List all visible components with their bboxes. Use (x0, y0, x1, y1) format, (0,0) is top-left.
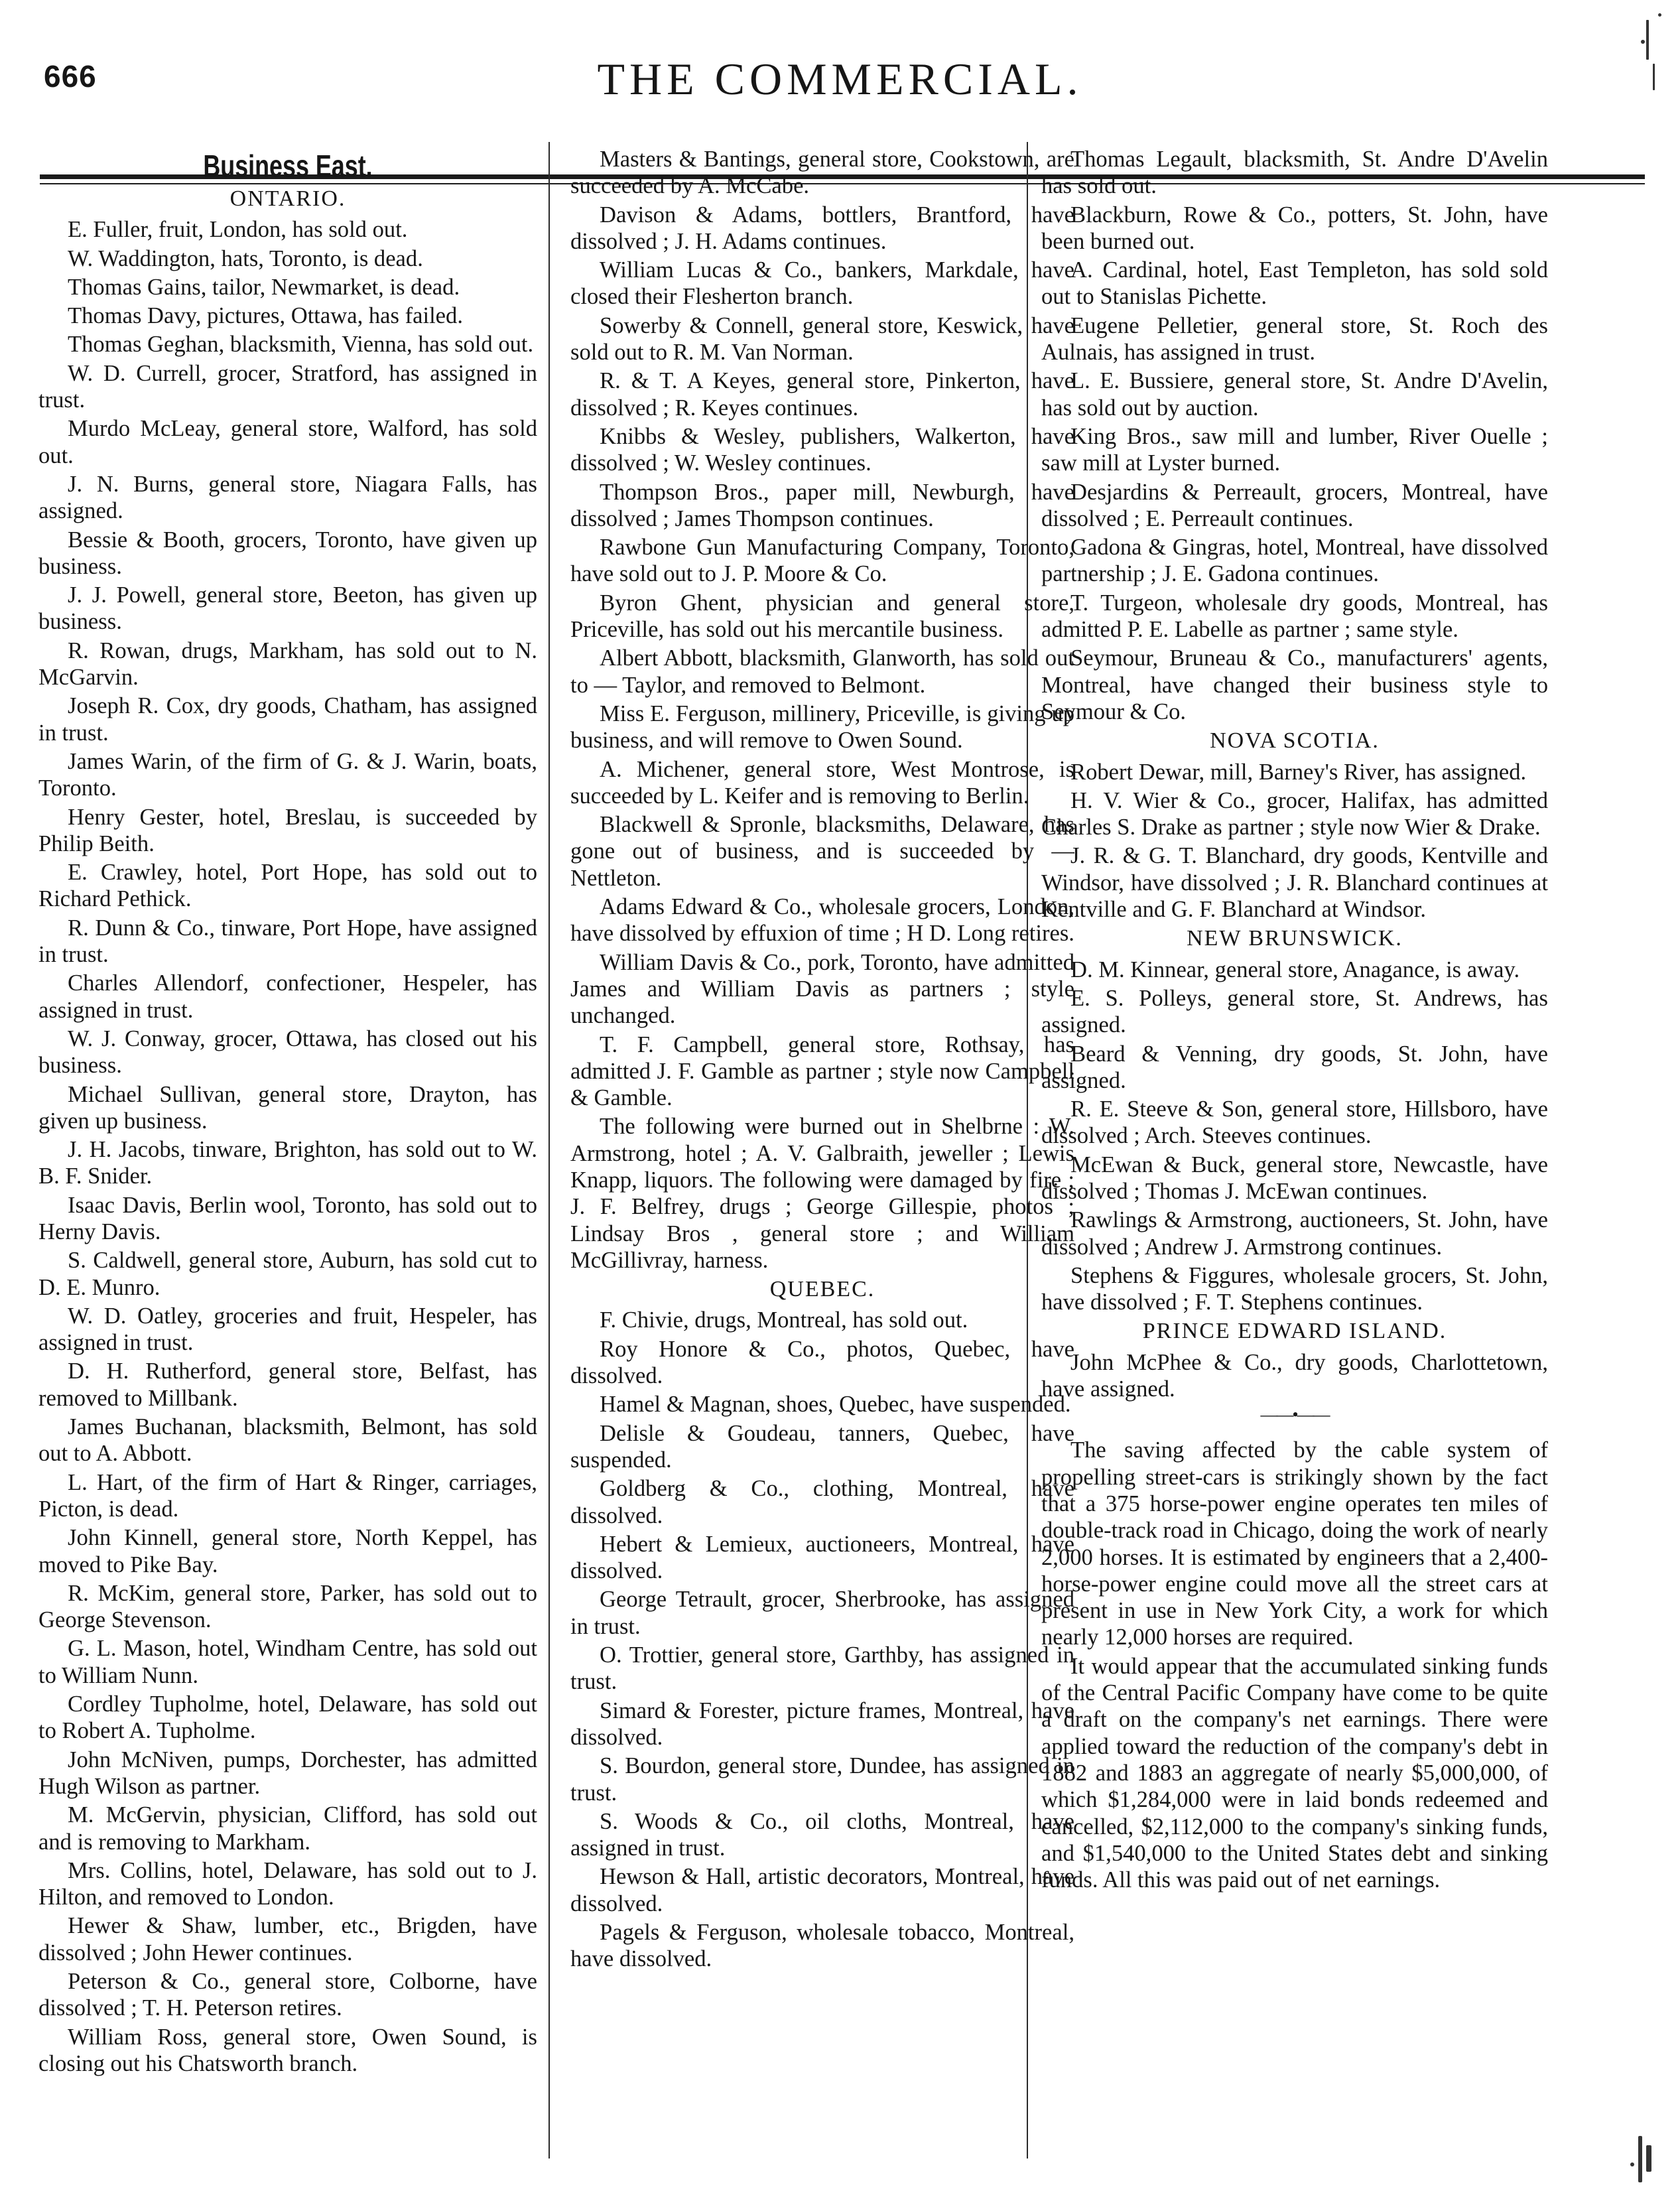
business-notice: Masters & Bantings, general store, Cookstown, are succeeded by A. McCabe. (570, 147, 1074, 199)
business-notice: J. R. & G. T. Blanchard, dry goods, Kentville and Windsor, have dissolved ; J. R. Blanchard continues at Kentville and G. F. Blanchard at Windsor. (1041, 843, 1548, 923)
business-notice: Knibbs & Wesley, publishers, Walkerton, have dissolved ; W. Wesley continues. (570, 423, 1074, 476)
business-notice: S. Caldwell, general store, Auburn, has sold cut to D. E. Munro. (38, 1248, 537, 1300)
business-notice: E. Crawley, hotel, Port Hope, has sold out to Richard Pethick. (38, 860, 537, 912)
business-notice: William Lucas & Co., bankers, Markdale, have closed their Flesherton branch. (570, 257, 1074, 310)
business-notice: R. Dunn & Co., tinware, Port Hope, have assigned in trust. (38, 915, 537, 968)
business-notice: Rawlings & Armstrong, auctioneers, St. John, have dissolved ; Andrew J. Armstrong continues. (1041, 1207, 1548, 1260)
business-notice: Robert Dewar, mill, Barney's River, has assigned. (1070, 759, 1527, 785)
column-divider (549, 142, 550, 2158)
business-notice: L. E. Bussiere, general store, St. Andre D'Avelin, has sold out by auction. (1041, 368, 1548, 421)
business-notice: S. Bourdon, general store, Dundee, has assigned in trust. (570, 1753, 1074, 1806)
business-notice: S. Woods & Co., oil cloths, Montreal, have assigned in trust. (570, 1808, 1074, 1861)
business-notice: H. V. Wier & Co., grocer, Halifax, has admitted Charles S. Drake as partner ; style now Wier & Drake. (1041, 787, 1548, 840)
business-notice: Thomas Gains, tailor, Newmarket, is dead. (68, 274, 460, 300)
business-notice: G. L. Mason, hotel, Windham Centre, has sold out to William Nunn. (38, 1636, 537, 1688)
business-notice: T. Turgeon, wholesale dry goods, Montreal, has admitted P. E. Labelle as partner ; same style. (1041, 590, 1548, 643)
business-notice: Hewson & Hall, artistic decorators, Montreal, have dissolved. (570, 1864, 1074, 1916)
business-notice: William Ross, general store, Owen Sound, is closing out his Chatsworth branch. (38, 2024, 537, 2076)
business-notice: Adams Edward & Co., wholesale grocers, London, have dissolved by effuxion of time ; H D. Long retires. (570, 894, 1074, 947)
business-notice: Blackwell & Spronle, blacksmiths, Delaware, has gone out of business, and is succeeded by — Nettleton. (570, 812, 1074, 891)
business-notice: Seymour, Bruneau & Co., manufacturers' agents, Montreal, have changed their business style to Seymour & Co. (1041, 645, 1548, 724)
business-notice: Thomas Geghan, blacksmith, Vienna, has sold out. (68, 332, 534, 358)
business-notice: Eugene Pelletier, general store, St. Roch des Aulnais, has assigned in trust. (1041, 312, 1548, 365)
business-notice: D. M. Kinnear, general store, Anagance, is away. (1070, 957, 1520, 982)
business-notice: Pagels & Ferguson, wholesale tobacco, Montreal, have dissolved. (570, 1920, 1074, 1972)
business-notice: Cordley Tupholme, hotel, Delaware, has sold out to Robert A. Tupholme. (38, 1692, 537, 1744)
business-notice: Hamel & Magnan, shoes, Quebec, have suspended. (600, 1392, 1071, 1418)
business-notice: R. E. Steeve & Son, general store, Hillsboro, have dissolved ; Arch. Steeves continues. (1041, 1096, 1548, 1149)
page-number: 666 (44, 59, 97, 94)
business-notice: Byron Ghent, physician and general store, Priceville, has sold out his mercantile business. (570, 590, 1074, 643)
business-notice: J. N. Burns, general store, Niagara Falls, has assigned. (38, 471, 537, 524)
quebec-entries (570, 1307, 1074, 1972)
business-notice: Goldberg & Co., clothing, Montreal, have dissolved. (570, 1476, 1074, 1528)
province-heading-new-brunswick: NEW BRUNSWICK. (1187, 926, 1403, 951)
business-notice: Thomas Legault, blacksmith, St. Andre D'Avelin has sold out. (1041, 147, 1548, 199)
business-notice: Roy Honore & Co., photos, Quebec, have dissolved. (570, 1336, 1074, 1389)
business-notice: F. Chivie, drugs, Montreal, has sold out. (600, 1307, 968, 1333)
business-notice: Stephens & Figgures, wholesale grocers, St. John, have dissolved ; F. T. Stephens continues. (1041, 1262, 1548, 1315)
business-notice: E. S. Polleys, general store, St. Andrews, has assigned. (1041, 985, 1548, 1038)
business-notice: J. J. Powell, general store, Beeton, has given up business. (38, 582, 537, 635)
news-article: It would appear that the accumulated sinking funds of the Central Pacific Company have come to be quite a draft on the company's net earnings. There were applied toward the reduction of the company's debt in 1882 and 1883 an aggregate of nearly $5,000,000, of which $1,284,000 were in laid bonds redeemed and cancelled, $2,112,000 to the company's sinking funds, and $1,540,000 to the United States debt and sinking funds. All this was paid out of net earnings. (1041, 1653, 1548, 1893)
business-notice: R. McKim, general store, Parker, has sold out to George Stevenson. (38, 1580, 537, 1633)
province-heading-quebec: QUEBEC. (769, 1277, 875, 1302)
business-notice: A. Cardinal, hotel, East Templeton, has sold sold out to Stanislas Pichette. (1041, 257, 1548, 310)
business-notice: Peterson & Co., general store, Colborne, have dissolved ; T. H. Peterson retires. (38, 1969, 537, 2021)
business-notice: William Davis & Co., pork, Toronto, have admitted James and William Davis as partners ; style unchanged. (570, 949, 1074, 1029)
column-3 (1041, 146, 1548, 2169)
business-notice: McEwan & Buck, general store, Newcastle, have dissolved ; Thomas J. McEwan continues. (1041, 1152, 1548, 1204)
business-notice: Isaac Davis, Berlin wool, Toronto, has sold out to Herny Davis. (38, 1192, 537, 1244)
business-notice: Murdo McLeay, general store, Walford, has sold out. (38, 416, 537, 468)
ornament-divider: ——•—— (1260, 1405, 1329, 1425)
column-2 (570, 146, 1074, 2169)
business-notice: George Tetrault, grocer, Sherbrooke, has assigned in trust. (570, 1587, 1074, 1639)
business-notice: E. Fuller, fruit, London, has sold out. (68, 217, 408, 243)
newspaper-title: THE COMMERCIAL. (597, 54, 1083, 104)
business-notice: Bessie & Booth, grocers, Toronto, have given up business. (38, 527, 537, 579)
business-notice: D. H. Rutherford, general store, Belfast, has removed to Millbank. (38, 1359, 537, 1411)
business-notice: James Warin, of the firm of G. & J. Warin, boats, Toronto. (38, 748, 537, 801)
business-notice: The following were burned out in Shelbrne : W. Armstrong, hotel ; A. V. Galbraith, jeweller ; Lewis Knapp, liquors. The following were damaged by fire ; J. F. Belfrey, drugs ; George Gillespie, photos ; Lindsay Bros , general store ; and William McGillivray, harness. (570, 1114, 1074, 1273)
pei-entries (1041, 1349, 1548, 1403)
business-notice: John Kinnell, general store, North Keppel, has moved to Pike Bay. (38, 1525, 537, 1577)
business-notice: L. Hart, of the firm of Hart & Ringer, carriages, Picton, is dead. (38, 1469, 537, 1522)
business-notice: Henry Gester, hotel, Breslau, is succeeded by Philip Beith. (38, 804, 537, 856)
business-notice: O. Trottier, general store, Garthby, has assigned in trust. (570, 1642, 1074, 1695)
business-notice: W. Waddington, hats, Toronto, is dead. (68, 245, 423, 271)
business-notice: R. Rowan, drugs, Markham, has sold out to N. McGarvin. (38, 637, 537, 691)
business-notice: J. H. Jacobs, tinware, Brighton, has sold out to W. B. F. Snider. (38, 1137, 537, 1189)
masthead (0, 53, 1680, 126)
business-notice: Albert Abbott, blacksmith, Glanworth, has sold out to — Taylor, and removed to Belmont. (570, 645, 1074, 698)
scan-margin-mark (1637, 0, 1671, 113)
news-article: The saving affected by the cable system of propelling street-cars is strikingly shown by the fact that a 375 horse-power engine operates ten miles of double-track road in Chicago, doing the work of nearly 2,000 horses. It is estimated by engineers that a 2,400-horse-power engine could move all the street cars at present in use in New York City, a work for which nearly 12,000 horses are required. (1041, 1437, 1548, 1650)
business-notice: Joseph R. Cox, dry goods, Chatham, has assigned in trust. (38, 693, 537, 746)
ontario-entries-continued (570, 146, 1074, 1274)
business-notice: T. F. Campbell, general store, Rothsay, has admitted J. F. Gamble as partner ; style now Campbell & Gamble. (570, 1031, 1074, 1111)
business-notice: M. McGervin, physician, Clifford, has sold out and is removing to Markham. (38, 1802, 537, 1855)
business-notice: Blackburn, Rowe & Co., potters, St. John, have been burned out. (1041, 202, 1548, 254)
scan-margin-mark (1618, 2129, 1661, 2188)
business-notice: Thompson Bros., paper mill, Newburgh, have dissolved ; James Thompson continues. (570, 479, 1074, 531)
business-notice: Sowerby & Connell, general store, Keswick, have sold out to R. M. Van Norman. (570, 312, 1074, 365)
business-notice: Miss E. Ferguson, millinery, Priceville, is giving up business, and will remove to Owen Sound. (570, 700, 1074, 754)
business-notice: John McPhee & Co., dry goods, Charlottetown, have assigned. (1041, 1349, 1548, 1402)
business-notice: John McNiven, pumps, Dorchester, has admitted Hugh Wilson as partner. (38, 1747, 537, 1799)
business-notice: Thomas Davy, pictures, Ottawa, has failed. (68, 303, 463, 329)
business-notice: Mrs. Collins, hotel, Delaware, has sold out to J. Hilton, and removed to London. (38, 1857, 537, 1910)
column-1 (38, 146, 537, 2169)
business-notice: Desjardins & Perreault, grocers, Montreal, have dissolved ; E. Perreault continues. (1041, 479, 1548, 531)
business-notice: Hebert & Lemieux, auctioneers, Montreal, have dissolved. (570, 1531, 1074, 1584)
business-notice: Gadona & Gingras, hotel, Montreal, have dissolved partnership ; J. E. Gadona continues. (1041, 535, 1548, 587)
new-brunswick-entries (1041, 957, 1548, 1316)
nova-scotia-entries (1041, 759, 1548, 923)
section-heading: Business East. (203, 149, 373, 183)
business-notice: Rawbone Gun Manufacturing Company, Toronto, have sold out to J. P. Moore & Co. (570, 535, 1074, 587)
province-heading-nova-scotia: NOVA SCOTIA. (1210, 728, 1380, 754)
business-notice: King Bros., saw mill and lumber, River Ouelle ; saw mill at Lyster burned. (1041, 423, 1548, 476)
ontario-entries (38, 216, 537, 2077)
business-notice: Charles Allendorf, confectioner, Hespeler, has assigned in trust. (38, 970, 537, 1023)
business-notice: Davison & Adams, bottlers, Brantford, have dissolved ; J. H. Adams continues. (570, 202, 1074, 254)
business-notice: W. J. Conway, grocer, Ottawa, has closed out his business. (38, 1026, 537, 1079)
business-notice: Delisle & Goudeau, tanners, Quebec, have suspended. (570, 1420, 1074, 1473)
business-notice: A. Michener, general store, West Montrose, is succeeded by L. Keifer and is removing to Berlin. (570, 756, 1074, 809)
articles (1041, 1437, 1548, 1893)
business-notice: W. D. Currell, grocer, Stratford, has assigned in trust. (38, 360, 537, 413)
business-notice: Hewer & Shaw, lumber, etc., Brigden, have dissolved ; John Hewer continues. (38, 1913, 537, 1965)
province-heading-ontario: ONTARIO. (229, 186, 346, 211)
business-notice: W. D. Oatley, groceries and fruit, Hespeler, has assigned in trust. (38, 1303, 537, 1356)
business-notice: Michael Sullivan, general store, Drayton, has given up business. (38, 1081, 537, 1134)
business-notice: R. & T. A Keyes, general store, Pinkerton, have dissolved ; R. Keyes continues. (570, 368, 1074, 421)
province-heading-prince-edward-island: PRINCE EDWARD ISLAND. (1142, 1319, 1447, 1344)
business-notice: James Buchanan, blacksmith, Belmont, has sold out to A. Abbott. (38, 1414, 537, 1467)
quebec-entries-continued (1041, 146, 1548, 725)
business-notice: Beard & Venning, dry goods, St. John, have assigned. (1041, 1041, 1548, 1093)
business-notice: Simard & Forester, picture frames, Montreal, have dissolved. (570, 1697, 1074, 1750)
